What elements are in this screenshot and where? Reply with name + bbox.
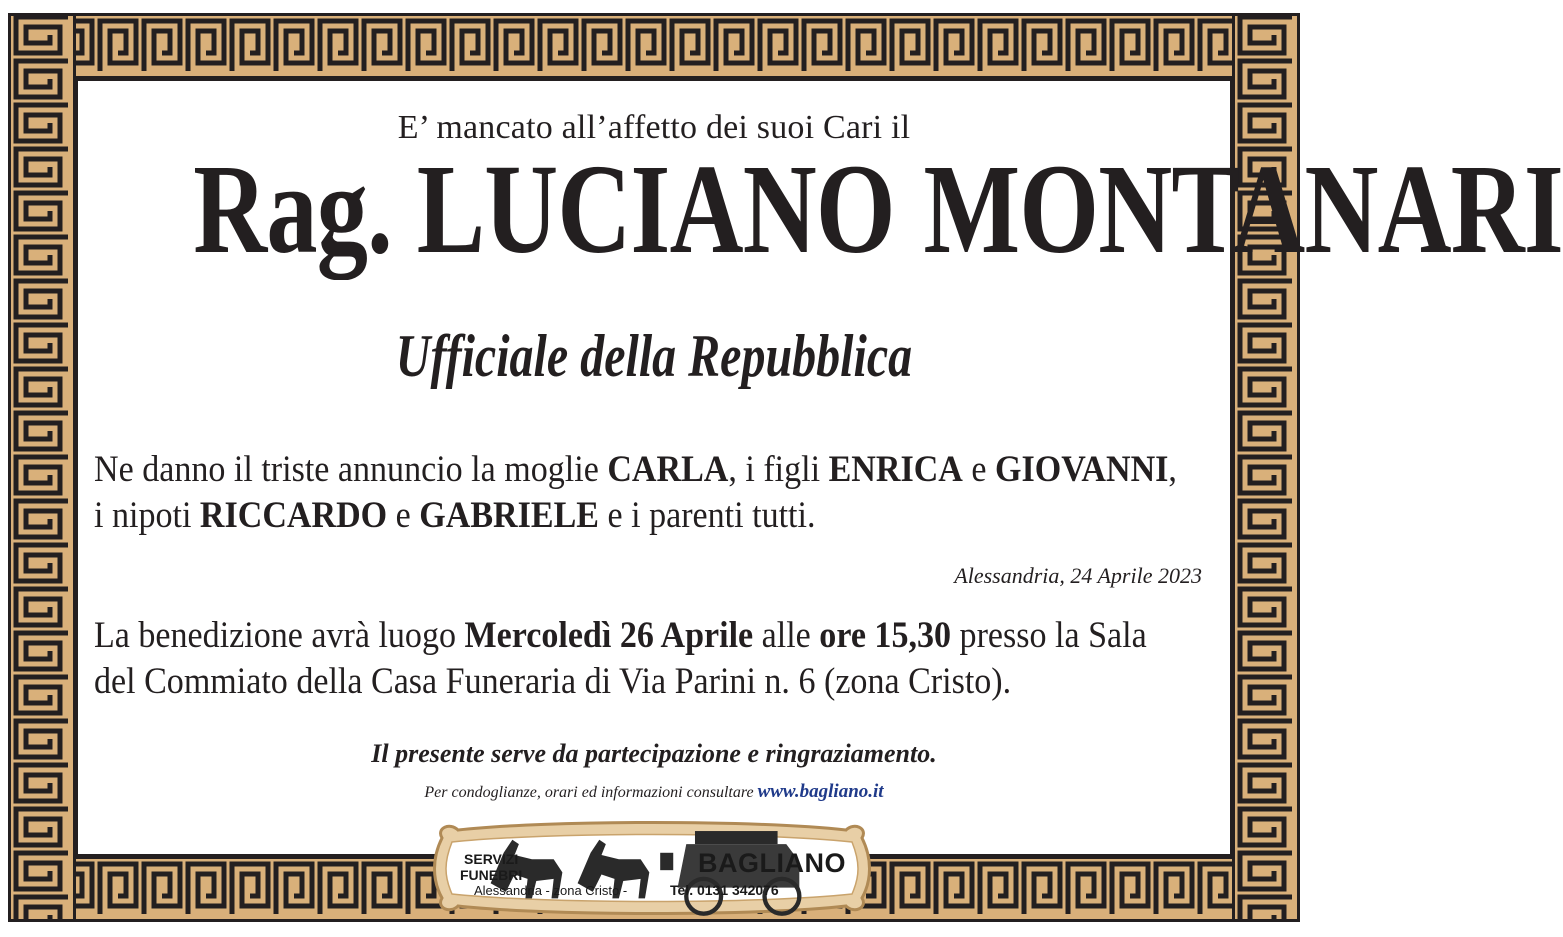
wife-name: CARLA xyxy=(607,449,729,490)
first-name: LUCIANO xyxy=(416,138,895,280)
greek-key-border-top xyxy=(8,13,1300,79)
logo-brand: BAGLIANO xyxy=(698,848,846,878)
announcement-text: , xyxy=(1168,449,1177,490)
logo-address: Alessandria - zona Cristo - xyxy=(474,883,628,898)
announcement-text: Ne danno il triste annuncio la moglie xyxy=(94,449,608,490)
announcement-text: , i figli xyxy=(728,449,829,490)
grandchild-name: RICCARDO xyxy=(199,495,388,536)
info-text: Per condoglianze, orari ed informazioni consultare xyxy=(424,784,758,801)
ceremony-text: La benedizione avrà luogo xyxy=(94,615,465,656)
last-name: MONTANARI xyxy=(923,138,1563,280)
info-line xyxy=(78,781,1230,803)
funeral-home-logo xyxy=(428,818,875,918)
announcement-text: e xyxy=(387,495,420,536)
notice-content xyxy=(78,81,1563,854)
intro-line: E’ mancato all’affetto dei suoi Cari il xyxy=(397,109,911,146)
name-prefix: Rag. xyxy=(193,138,392,280)
child-name: GIOVANNI xyxy=(995,449,1169,490)
announcement-text: e xyxy=(962,449,996,490)
child-name: ENRICA xyxy=(828,449,963,490)
ceremony-text: presso la Sala xyxy=(951,615,1147,656)
place-date: Alessandria, 24 Aprile 2023 xyxy=(954,563,1202,588)
greek-key-border-left xyxy=(8,13,76,922)
ceremony-time: ore 15,30 xyxy=(819,615,952,656)
deceased-name xyxy=(193,138,1563,280)
logo-line1: SERVIZI xyxy=(464,851,519,867)
announcement-text: e i parenti tutti. xyxy=(598,495,816,536)
logo-line2: FUNEBRI xyxy=(460,867,523,883)
logo-services-label xyxy=(460,851,522,883)
ceremony-day: Mercoledì 26 Aprile xyxy=(464,615,754,656)
announcement-paragraph xyxy=(94,447,1177,539)
announcement-text: i nipoti xyxy=(94,495,200,536)
grandchild-name: GABRIELE xyxy=(419,495,599,536)
ceremony-text: alle xyxy=(753,615,820,656)
website-link[interactable]: www.bagliano.it xyxy=(757,781,884,802)
logo-phone: Tel. 0131 342076 xyxy=(670,882,779,898)
ceremony-paragraph xyxy=(94,613,1147,705)
thanks-line: Il presente serve da partecipazione e ringraziamento. xyxy=(371,739,937,768)
honorific-title: Ufficiale della Repubblica xyxy=(395,323,913,389)
ceremony-text: del Commiato della Casa Funeraria di Via Parini n. 6 (zona Cristo). xyxy=(94,661,1012,702)
